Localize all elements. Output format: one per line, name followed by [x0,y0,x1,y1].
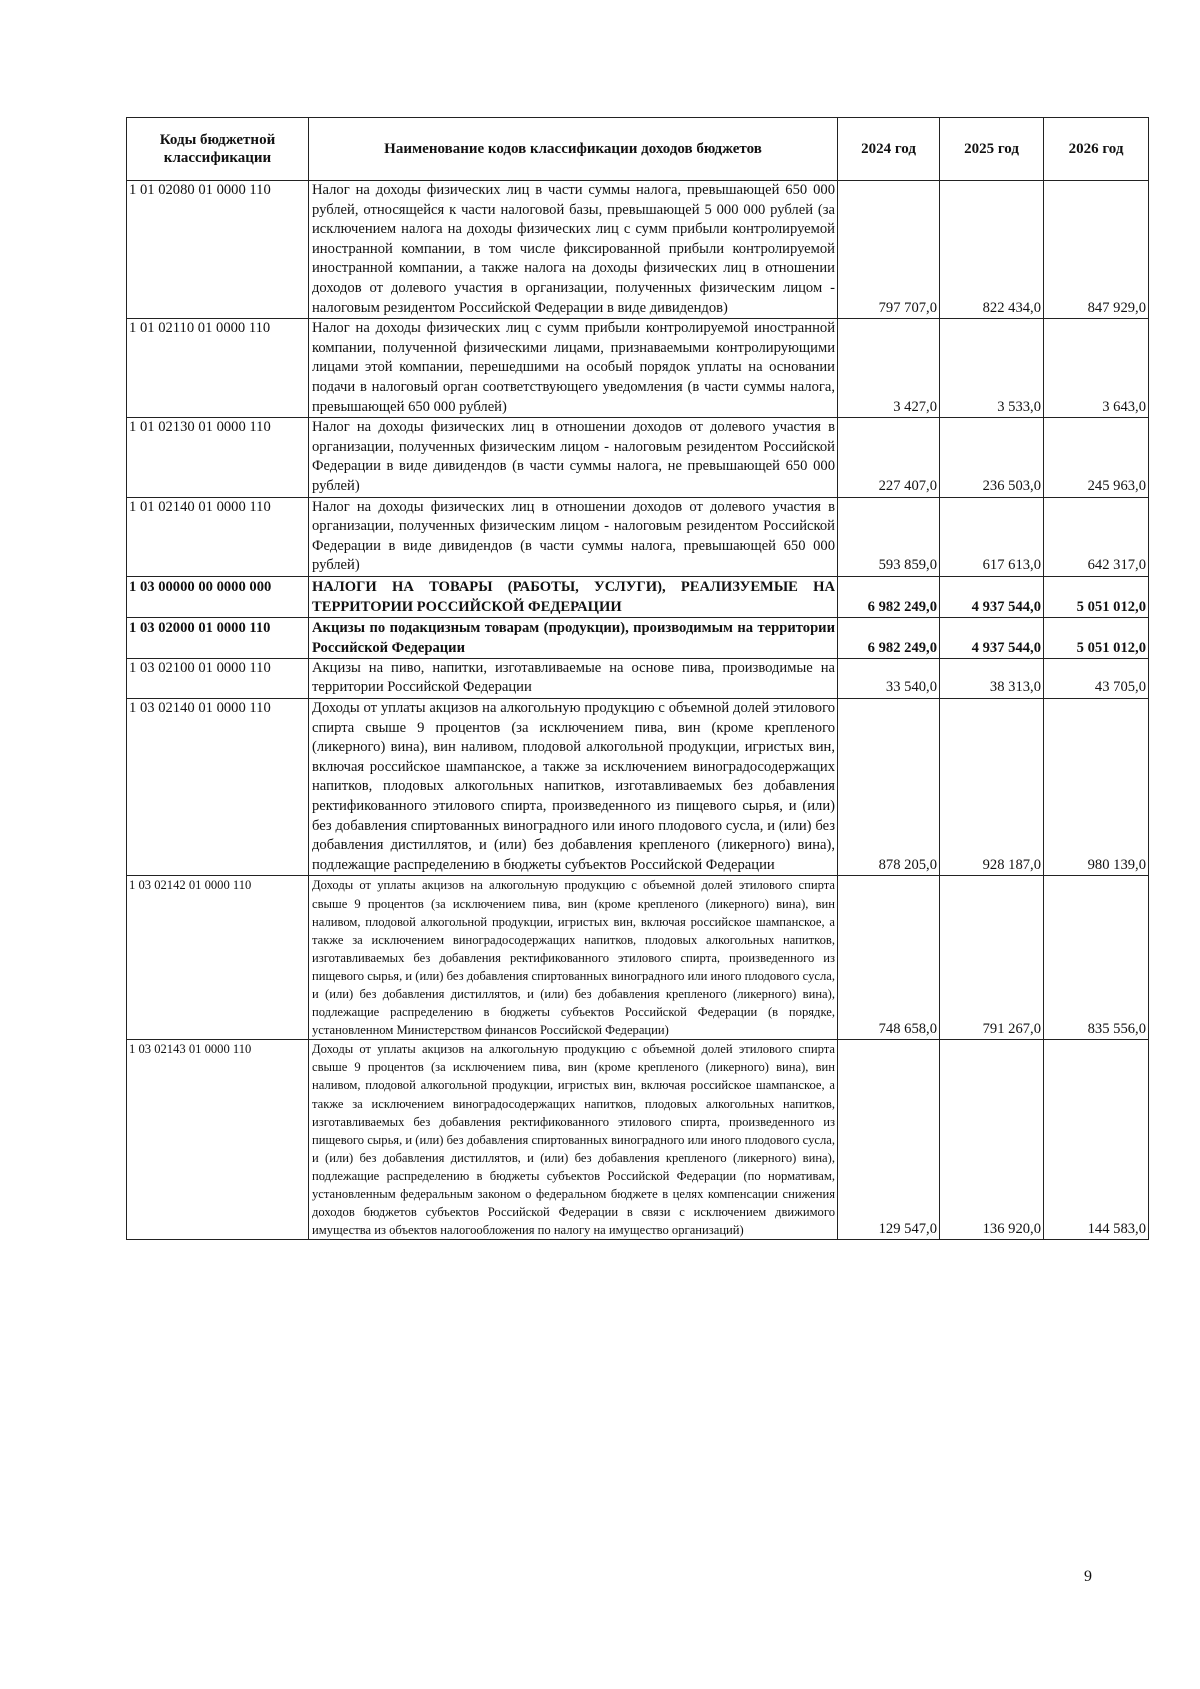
row-value-2025: 3 533,0 [940,319,1044,418]
row-value-2024: 748 658,0 [838,876,940,1040]
row-value-2025: 4 937 544,0 [940,617,1044,658]
row-value-2025: 928 187,0 [940,699,1044,876]
budget-revenue-table [126,117,1149,1240]
row-value-2024: 878 205,0 [838,699,940,876]
row-value-2024: 33 540,0 [838,658,940,698]
row-name: Доходы от уплаты акцизов на алкогольную продукцию с объемной долей этилового спирта свыше 9 процентов (за исключением пива, вин (кроме крепленого (ликерного) вина), вин наливом, плодовой алкогольной продукции, игристых вин, включая российское шампанское, а также за исключением виноградосодержащих напитков, плодовых алкогольных напитков, изготавливаемых без добавления ректификованного этилового спирта, произведенного из пищевого сырья, и (или) без добавления спиртованных виноградного или иного плодового сусла, и (или) без добавления дистиллятов, и (или) без добавления крепленого (ликерного) вина), подлежащие распределению в бюджеты субъектов Российской Федерации (по нормативам, установленным федеральным законом о федеральном бюджете в целях компенсации снижения доходов бюджетов субъектов Российской Федерации в связи с исключением движимого имущества из объектов налогообложения по налогу на имущество организаций) [309,1040,838,1240]
row-code: 1 03 00000 00 0000 000 [127,576,309,617]
row-name: Налог на доходы физических лиц в части суммы налога, превышающей 650 000 рублей, относящейся к части налоговой базы, превышающей 5 000 000 рублей (за исключением налога на доходы физических лиц с сумм прибыли контролируемой иностранной компании, в том числе фиксированной прибыли контролируемой иностранной компании, а также налога на доходы физических лиц в отношении доходов от долевого участия в организации, полученных физическим лицом - налоговым резидентом Российской Федерации в виде дивидендов) [309,181,838,319]
row-value-2024: 797 707,0 [838,181,940,319]
row-value-2025: 822 434,0 [940,181,1044,319]
row-value-2025: 4 937 544,0 [940,576,1044,617]
header-2026: 2026 год [1044,118,1149,181]
budget-revenue-table-container [126,117,1148,1240]
header-code: Коды бюджетной классификации [127,118,309,181]
header-2025: 2025 год [940,118,1044,181]
row-value-2026: 835 556,0 [1044,876,1149,1040]
row-value-2025: 791 267,0 [940,876,1044,1040]
row-name: НАЛОГИ НА ТОВАРЫ (РАБОТЫ, УСЛУГИ), РЕАЛИЗУЕМЫЕ НА ТЕРРИТОРИИ РОССИЙСКОЙ ФЕДЕРАЦИИ [309,576,838,617]
row-value-2024: 6 982 249,0 [838,576,940,617]
row-code: 1 01 02130 01 0000 110 [127,418,309,497]
header-2024: 2024 год [838,118,940,181]
row-name: Акцизы по подакцизным товарам (продукции), производимым на территории Российской Федерации [309,617,838,658]
row-value-2024: 593 859,0 [838,497,940,576]
row-code: 1 01 02080 01 0000 110 [127,181,309,319]
row-name: Налог на доходы физических лиц в отношении доходов от долевого участия в организации, полученных физическим лицом - налоговым резидентом Российской Федерации в виде дивидендов (в части суммы налога, превышающей 650 000 рублей) [309,497,838,576]
header-name: Наименование кодов классификации доходов бюджетов [309,118,838,181]
row-value-2025: 136 920,0 [940,1040,1044,1240]
table-row [127,876,1149,1040]
table-row [127,699,1149,876]
row-value-2026: 847 929,0 [1044,181,1149,319]
table-row-section [127,576,1149,617]
row-code: 1 03 02000 01 0000 110 [127,617,309,658]
row-name: Налог на доходы физических лиц с сумм прибыли контролируемой иностранной компании, полученной физическими лицами, признаваемыми контролирующими лицами этой компании, перешедшими на особый порядок уплаты на основании подачи в налоговый орган соответствующего уведомления (в части суммы налога, превышающей 650 000 рублей) [309,319,838,418]
table-row [127,658,1149,698]
row-value-2026: 245 963,0 [1044,418,1149,497]
row-code: 1 03 02100 01 0000 110 [127,658,309,698]
row-value-2026: 980 139,0 [1044,699,1149,876]
table-row [127,497,1149,576]
table-row-section [127,617,1149,658]
table-row [127,181,1149,319]
page-number: 9 [1084,1568,1092,1585]
row-value-2025: 236 503,0 [940,418,1044,497]
table-header-row [127,118,1149,181]
table-row [127,418,1149,497]
row-value-2024: 129 547,0 [838,1040,940,1240]
row-code: 1 03 02143 01 0000 110 [127,1040,309,1240]
row-value-2024: 6 982 249,0 [838,617,940,658]
row-code: 1 01 02140 01 0000 110 [127,497,309,576]
row-name: Доходы от уплаты акцизов на алкогольную продукцию с объемной долей этилового спирта свыше 9 процентов (за исключением пива, вин (кроме крепленого (ликерного) вина), вин наливом, плодовой алкогольной продукции, игристых вин, включая российское шампанское, а также за исключением виноградосодержащих напитков, плодовых алкогольных напитков, изготавливаемых без добавления ректификованного этилового спирта, произведенного из пищевого сырья, и (или) без добавления спиртованных виноградного или иного плодового сусла, и (или) без добавления дистиллятов, и (или) без добавления крепленого (ликерного) вина), подлежащие распределению в бюджеты субъектов Российской Федерации (в порядке, установленном Министерством финансов Российской Федерации) [309,876,838,1040]
table-row [127,1040,1149,1240]
table-row [127,319,1149,418]
row-value-2024: 3 427,0 [838,319,940,418]
row-code: 1 01 02110 01 0000 110 [127,319,309,418]
row-value-2025: 617 613,0 [940,497,1044,576]
row-value-2026: 5 051 012,0 [1044,576,1149,617]
row-name: Налог на доходы физических лиц в отношении доходов от долевого участия в организации, полученных физическим лицом - налоговым резидентом Российской Федерации в виде дивидендов (в части суммы налога, не превышающей 650 000 рублей) [309,418,838,497]
row-name: Акцизы на пиво, напитки, изготавливаемые на основе пива, производимые на территории Российской Федерации [309,658,838,698]
row-code: 1 03 02142 01 0000 110 [127,876,309,1040]
row-value-2026: 5 051 012,0 [1044,617,1149,658]
row-value-2026: 43 705,0 [1044,658,1149,698]
row-value-2026: 3 643,0 [1044,319,1149,418]
row-value-2026: 144 583,0 [1044,1040,1149,1240]
row-value-2026: 642 317,0 [1044,497,1149,576]
row-value-2024: 227 407,0 [838,418,940,497]
row-code: 1 03 02140 01 0000 110 [127,699,309,876]
row-value-2025: 38 313,0 [940,658,1044,698]
row-name: Доходы от уплаты акцизов на алкогольную продукцию с объемной долей этилового спирта свыше 9 процентов (за исключением пива, вин (кроме крепленого (ликерного) вина), вин наливом, плодовой алкогольной продукции, игристых вин, включая российское шампанское, а также за исключением виноградосодержащих напитков, плодовых алкогольных напитков, изготавливаемых без добавления ректификованного этилового спирта, произведенного из пищевого сырья, и (или) без добавления спиртованных виноградного или иного плодового сусла, и (или) без добавления дистиллятов, и (или) без добавления крепленого (ликерного) вина), подлежащие распределению в бюджеты субъектов Российской Федерации [309,699,838,876]
